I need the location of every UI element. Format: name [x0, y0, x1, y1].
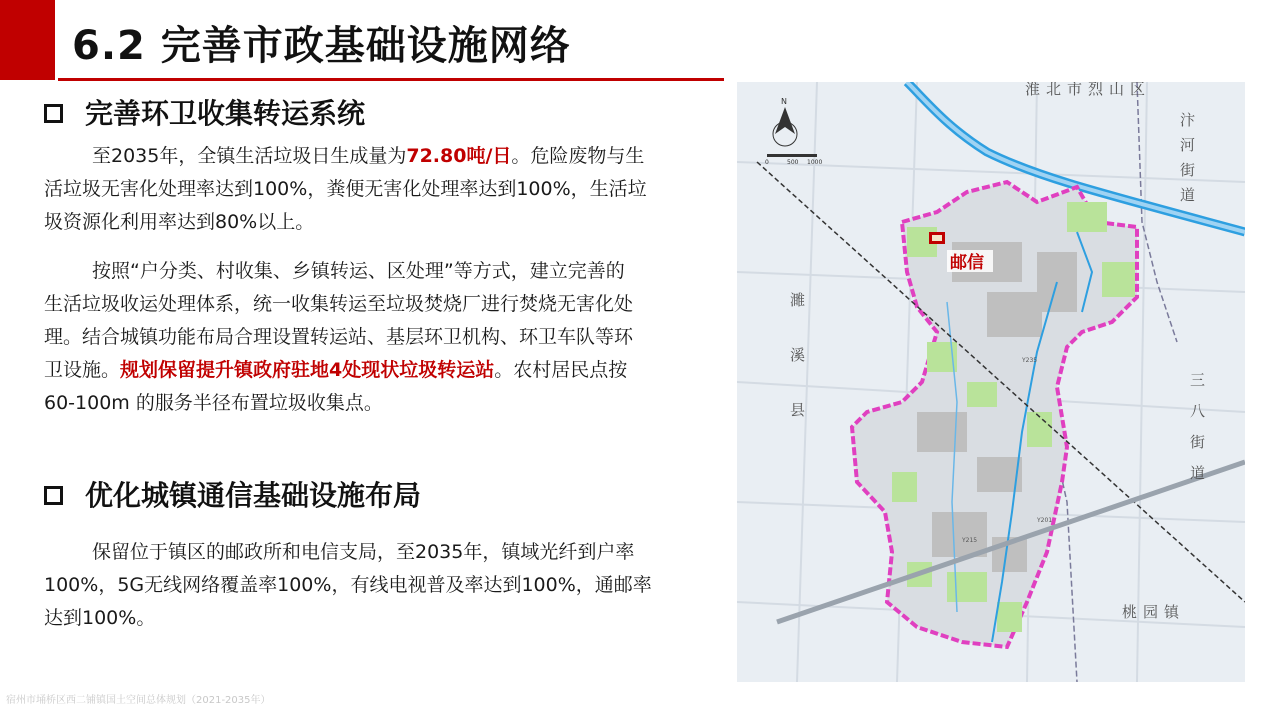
- text-line: 按照“户分类、村收集、乡镇转运、区处理”等方式，建立完善的: [92, 260, 625, 282]
- title-underline: [58, 78, 724, 81]
- section-heading-telecom: [44, 474, 421, 514]
- highlight-daily-waste: 72.80吨/日: [406, 145, 512, 167]
- text-line: 圾资源化利用率达到80%以上。: [44, 211, 315, 233]
- section-heading-sanitation: [44, 92, 365, 132]
- region-label-taoyuan: 桃园镇: [1122, 603, 1186, 621]
- scale-label: 0: [765, 159, 769, 166]
- sanitation-paragraph-1: [44, 140, 722, 239]
- text-span: 卫设施。: [44, 359, 121, 381]
- scale-label: 1000: [807, 159, 823, 166]
- region-label-suixi: 濉溪县: [788, 292, 806, 457]
- text-line: 达到100%。: [44, 607, 156, 629]
- road-label: Y215: [962, 537, 978, 544]
- section-heading-text: 优化城镇通信基础设施布局: [85, 479, 422, 512]
- scale-label: 500: [787, 159, 799, 166]
- sanitation-paragraph-2: [44, 255, 722, 420]
- text-line: 活垃圾无害化处理率达到100%，粪便无害化处理率达到100%，生活垃: [44, 178, 647, 200]
- page-title: 6.2 完善市政基础设施网络: [72, 23, 571, 69]
- footer-document-title: 宿州市埇桥区西二铺镇国土空间总体规划（2021-2035年）: [6, 695, 271, 706]
- north-label: N: [781, 97, 787, 106]
- scale-bar: [767, 154, 817, 157]
- telecom-paragraph: [44, 536, 722, 635]
- road-label: Y235: [1022, 357, 1038, 364]
- checkbox-bullet-icon: [44, 486, 63, 505]
- text-span: 至2035年，全镇生活垃圾日生成量为: [92, 145, 407, 167]
- text-line: [44, 354, 722, 387]
- section-heading-text: 完善环卫收集转运系统: [85, 97, 366, 130]
- text-span: 。危险废物与生: [511, 145, 645, 167]
- highlight-transfer-stations: 规划保留提升镇政府驻地4处现状垃圾转运站: [120, 359, 495, 381]
- text-line: 生活垃圾收运处理体系，统一收集转运至垃圾焚烧厂进行焚烧无害化处: [44, 293, 634, 315]
- road-label: Y201: [1037, 517, 1053, 524]
- post-telecom-label: 邮信: [950, 253, 984, 273]
- text-line: 100%，5G无线网络覆盖率100%，有线电视普及率达到100%，通邮率: [44, 574, 652, 596]
- post-office-icon: [929, 232, 945, 244]
- planning-map: [737, 82, 1245, 682]
- text-line: 保留位于镇区的邮政所和电信支局，至2035年，镇域光纤到户率: [92, 541, 635, 563]
- region-label-huaibei: 淮北市烈山区: [1025, 82, 1152, 98]
- text-span: 。农村居民点按: [494, 359, 628, 381]
- region-label-sanba: 三八街道: [1188, 372, 1206, 496]
- text-line: 60-100m 的服务半径布置垃圾收集点。: [44, 392, 383, 414]
- checkbox-bullet-icon: [44, 104, 63, 123]
- text-line: 理。结合城镇功能布局合理设置转运站、基层环卫机构、环卫车队等环: [44, 326, 634, 348]
- text-line: [44, 140, 722, 173]
- region-label-bianhe: 汴河街道: [1178, 112, 1196, 212]
- title-accent-bar: [0, 0, 55, 80]
